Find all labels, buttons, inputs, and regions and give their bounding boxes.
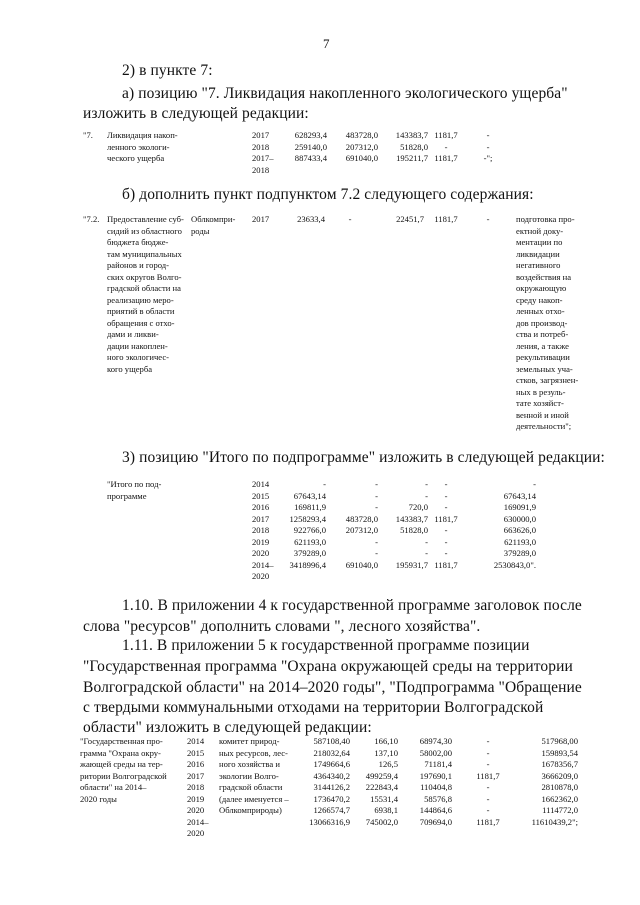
para-1-11-line3: Волгоградской области" на 2014–2020 годы", "Подпрограмма "Обращение (83, 679, 582, 696)
item-3-heading: 3) позицию "Итого по подпрограмме" изложить в следующей редакции: (122, 449, 605, 466)
t3-name: "Итого по под- программе (107, 479, 162, 501)
item-a-line1: а) позицию "7. Ликвидация накопленного экологического ущерба" (122, 85, 568, 102)
t4-col-local: - - - 1181,7 - - - 1181,7 (476, 736, 500, 827)
t1-name: Ликвидация накоп- ленного экологи- ческого ущерба (107, 130, 178, 163)
t1-col-regional: 143383,7 51828,0 195211,7 (395, 130, 428, 163)
para-1-10-line1: 1.10. В приложении 4 к государственной программе заголовок после (122, 597, 582, 614)
t2-result: подготовка про- ектной доку- ментации по ликвидации негативного воздействия на окружающую среду накоп- ленных отхо- дов производ- ства и потреб- ления, а также рекультивации земельных уча- стков, загрязнен- ных в резуль- тате хозяйст- венной и иной деятельности"; (516, 214, 579, 431)
t2-col-other: - (486, 214, 490, 224)
para-1-11-line2: "Государственная программа "Охрана окружающей среды на территории (83, 658, 573, 675)
t2-col-total: 23633,4 (297, 214, 325, 224)
t1-col-federal: 483728,0 207312,0 691040,0 (345, 130, 378, 163)
t3-col-local: - - - 1181,7 - - - 1181,7 (434, 479, 458, 570)
t4-years: 2014 2015 2016 2017 2018 2019 2020 2014– 2020 (187, 736, 209, 838)
t4-col-total: 587108,40 218032,64 1749664,6 4364340,2 3144126,2 1736470,2 1266574,7 13066316,9 (309, 736, 350, 827)
t3-col-other: - 67643,14 169091,9 630000,0 663626,0 621193,0 379289,0 2530843,0". (493, 479, 536, 570)
t1-years: 2017 2018 2017– 2018 (252, 130, 274, 175)
t4-col-other: 517968,00 159893,54 1678356,7 3666209,0 2810878,0 1662362,0 1114772,0 11610439,2"; (531, 736, 578, 827)
t1-col-total: 628293,4 259140,0 887433,4 (294, 130, 327, 163)
item-a-line2: изложить в следующей редакции: (83, 105, 309, 122)
t2-col-federal: - (348, 214, 352, 224)
para-1-11-line1: 1.11. В приложении 5 к государственной программе позиции (122, 637, 530, 654)
t2-number: "7.2. (83, 214, 100, 224)
t1-number: "7. (83, 130, 93, 140)
para-1-10-line2: слова "ресурсов" дополнить словами ", лесного хозяйства". (83, 618, 481, 635)
t1-col-local: 1181,7 - 1181,7 (434, 130, 458, 163)
item-2-heading: 2) в пункте 7: (122, 62, 213, 79)
t3-col-regional: - - 720,0 143383,7 51828,0 - - 195931,7 (395, 479, 428, 570)
page-number: 7 (323, 36, 330, 51)
t2-col-regional: 22451,7 (396, 214, 424, 224)
item-b-heading: б) дополнить пункт подпунктом 7.2 следующего содержания: (122, 186, 534, 203)
t2-year: 2017 (252, 214, 270, 224)
t4-name: "Государственная про- грамма "Охрана окру- жающей среды на тер- ритории Волгоградской области" на 2014– 2020 годы (80, 736, 167, 804)
para-1-11-line5: области" изложить в следующей редакции: (83, 719, 372, 736)
t2-col-local: 1181,7 (434, 214, 458, 224)
t4-col-federal: 166,10 137,10 126,5 499259,4 222843,4 15531,4 6938,1 745002,0 (365, 736, 398, 827)
t2-name: Предоставление суб- сидий из областного бюджета бюдже- там муниципальных районов и город- ских округов Волго- градской области на реализацию меро- приятий в области обращения с отхо- дами и ликви- дации накоплен- ного экологичес- кого ущерба (107, 214, 184, 374)
t4-executor: комитет природ- ных ресурсов, лес- ного хозяйства и экологии Волго- градской области (далее именуется – Облкомприроды) (219, 736, 289, 815)
para-1-11-line4: с твердыми коммунальными отходами на территории Волгоградской (83, 699, 544, 716)
t3-col-total: - 67643,14 169811,9 1258293,4 922766,0 621193,0 379289,0 3418996,4 (289, 479, 326, 570)
t3-years: 2014 2015 2016 2017 2018 2019 2020 2014– 2020 (252, 479, 274, 581)
t3-col-federal: - - - 483728,0 207312,0 - - 691040,0 (345, 479, 378, 570)
t2-executor: Облкомпри- роды (191, 214, 236, 236)
t1-col-other: - - -"; (483, 130, 493, 163)
t4-col-regional: 68974,30 58002,00 71181,4 197690,1 110404,8 58576,8 144864,6 709694,0 (419, 736, 452, 827)
